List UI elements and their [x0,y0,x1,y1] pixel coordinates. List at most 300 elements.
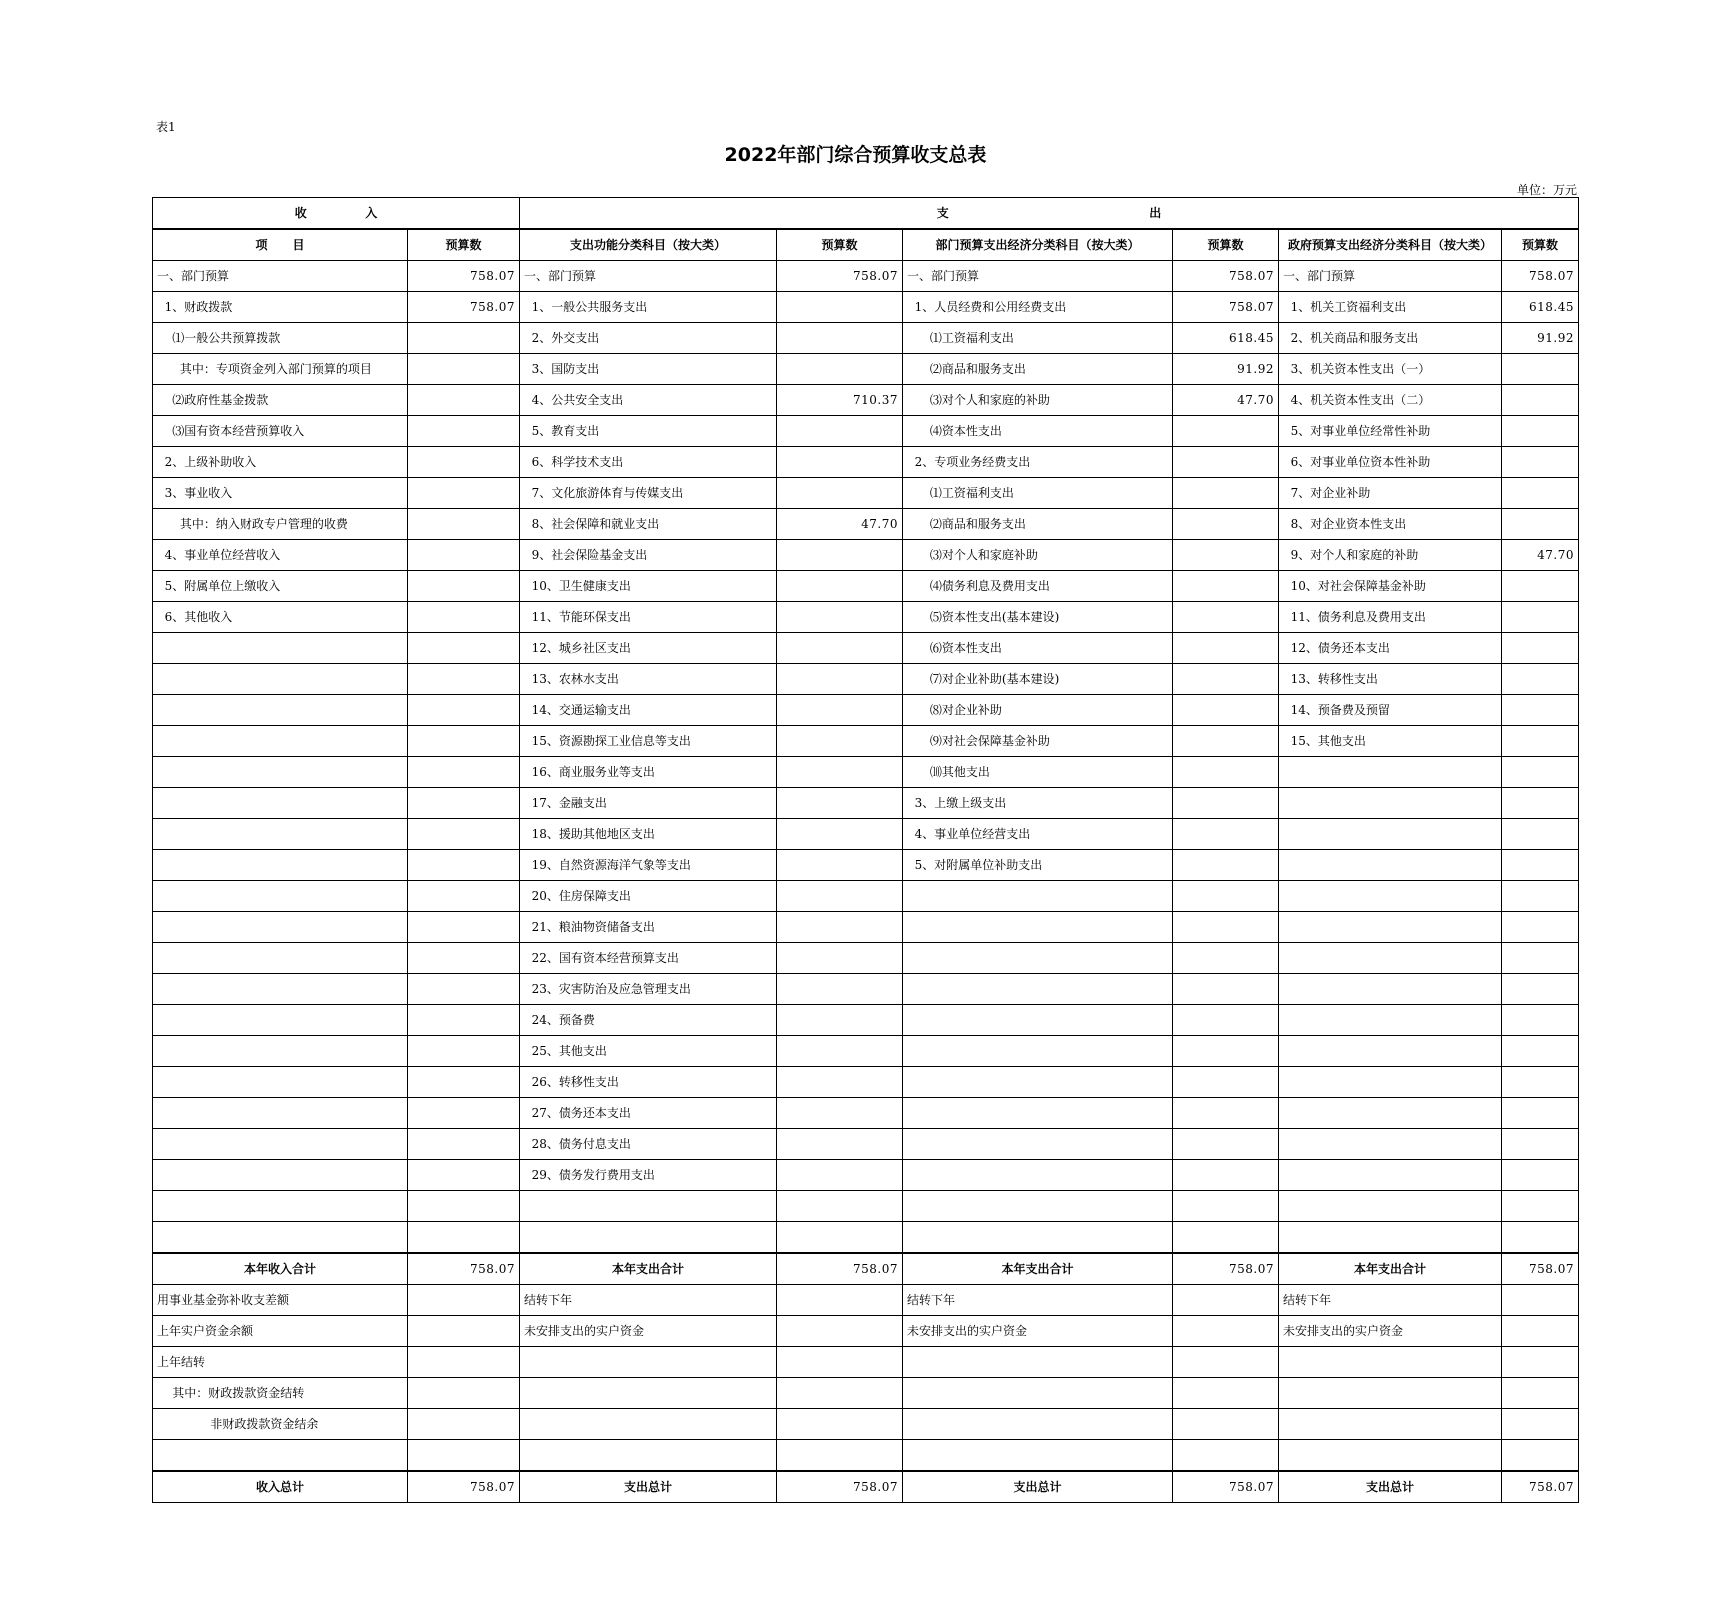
column-header: 预算数 [408,229,520,261]
budget-amount-cell [408,1347,520,1378]
item-label-cell [903,1098,1173,1129]
table-row [153,1036,1579,1067]
item-label-cell: 本年收入合计 [153,1253,408,1285]
table-row [153,1005,1579,1036]
budget-amount-cell [408,695,520,726]
item-label-cell: 13、农林水支出 [520,664,777,695]
item-label-cell [153,819,408,850]
budget-amount-cell [777,726,903,757]
budget-amount-cell [1502,354,1579,385]
budget-amount-cell [777,1098,903,1129]
budget-amount-cell [408,323,520,354]
item-label-cell [903,1005,1173,1036]
budget-amount-cell [408,726,520,757]
budget-amount-cell [777,323,903,354]
item-label-cell [1279,1129,1502,1160]
item-label-cell [1279,912,1502,943]
item-label-cell: 16、商业服务业等支出 [520,757,777,788]
budget-amount-cell: 758.07 [1502,261,1579,292]
budget-amount-cell [1173,571,1279,602]
budget-amount-cell [1173,1222,1279,1254]
budget-amount-cell [1173,1098,1279,1129]
item-label-cell [153,633,408,664]
item-label-cell: 4、事业单位经营收入 [153,540,408,571]
budget-amount-cell [1173,695,1279,726]
budget-amount-cell [1173,850,1279,881]
budget-amount-cell [408,757,520,788]
item-label-cell: 6、科学技术支出 [520,447,777,478]
budget-amount-cell [1502,385,1579,416]
table-row [153,354,1579,385]
budget-amount-cell: 47.70 [1502,540,1579,571]
budget-amount-cell [408,1036,520,1067]
budget-amount-cell [408,416,520,447]
budget-amount-cell [1173,1160,1279,1191]
item-label-cell: ⑶国有资本经营预算收入 [153,416,408,447]
item-label-cell [903,943,1173,974]
item-label-cell: 24、预备费 [520,1005,777,1036]
item-label-cell [153,1098,408,1129]
budget-amount-cell [1502,509,1579,540]
budget-amount-cell [1502,850,1579,881]
budget-amount-cell: 710.37 [777,385,903,416]
budget-amount-cell [1502,664,1579,695]
budget-amount-cell [1502,1191,1579,1222]
budget-amount-cell [1173,1316,1279,1347]
item-label-cell [153,1129,408,1160]
income-section-header: 收 入 [153,198,520,230]
item-label-cell [1279,1098,1502,1129]
table-row [153,1378,1579,1409]
item-label-cell [520,1191,777,1222]
budget-amount-cell [1173,726,1279,757]
item-label-cell: 6、其他收入 [153,602,408,633]
item-label-cell [1279,1440,1502,1472]
budget-amount-cell [777,292,903,323]
budget-amount-cell: 758.07 [1173,1471,1279,1503]
item-label-cell: 11、节能环保支出 [520,602,777,633]
budget-amount-cell [777,664,903,695]
table-row [153,323,1579,354]
budget-amount-cell [408,819,520,850]
item-label-cell: 其中：纳入财政专户管理的收费 [153,509,408,540]
item-label-cell: 4、机关资本性支出（二） [1279,385,1502,416]
budget-amount-cell [408,354,520,385]
budget-amount-cell [1173,540,1279,571]
table-row [153,1285,1579,1316]
budget-amount-cell: 758.07 [777,1471,903,1503]
item-label-cell: 28、债务付息支出 [520,1129,777,1160]
budget-amount-cell [777,850,903,881]
table-row [153,633,1579,664]
budget-amount-cell [777,447,903,478]
item-label-cell [520,1440,777,1472]
budget-amount-cell: 758.07 [1173,1253,1279,1285]
budget-amount-cell [1173,416,1279,447]
item-label-cell [1279,1378,1502,1409]
table-row [153,850,1579,881]
item-label-cell [1279,1222,1502,1254]
table-row [153,1160,1579,1191]
budget-amount-cell [408,540,520,571]
table-row [153,540,1579,571]
budget-amount-cell [1502,633,1579,664]
budget-amount-cell [1173,819,1279,850]
table-row [153,974,1579,1005]
budget-amount-cell: 758.07 [1502,1471,1579,1503]
item-label-cell [903,1347,1173,1378]
table-row [153,788,1579,819]
budget-amount-cell [777,633,903,664]
budget-amount-cell [1502,1285,1579,1316]
budget-amount-cell [1502,819,1579,850]
item-label-cell: 1、一般公共服务支出 [520,292,777,323]
budget-amount-cell [408,1098,520,1129]
item-label-cell: 4、事业单位经营支出 [903,819,1173,850]
item-label-cell: 上年结转 [153,1347,408,1378]
item-label-cell: 13、转移性支出 [1279,664,1502,695]
item-label-cell: 7、文化旅游体育与传媒支出 [520,478,777,509]
budget-amount-cell [1502,943,1579,974]
item-label-cell: ⑷资本性支出 [903,416,1173,447]
budget-amount-cell [1173,757,1279,788]
budget-amount-cell [777,974,903,1005]
budget-amount-cell [1173,633,1279,664]
budget-amount-cell [408,447,520,478]
item-label-cell: 1、机关工资福利支出 [1279,292,1502,323]
item-label-cell: 未安排支出的实户资金 [903,1316,1173,1347]
item-label-cell [520,1409,777,1440]
item-label-cell: 11、债务利息及费用支出 [1279,602,1502,633]
item-label-cell: 支出总计 [520,1471,777,1503]
budget-amount-cell [408,602,520,633]
budget-amount-cell [408,943,520,974]
item-label-cell [903,1129,1173,1160]
budget-amount-cell [408,1160,520,1191]
budget-amount-cell [1173,509,1279,540]
item-label-cell: 5、教育支出 [520,416,777,447]
budget-amount-cell [1173,1191,1279,1222]
budget-amount-cell [1502,726,1579,757]
item-label-cell: 结转下年 [903,1285,1173,1316]
section-header-row [153,198,1579,230]
item-label-cell: 9、对个人和家庭的补助 [1279,540,1502,571]
budget-amount-cell: 758.07 [408,1471,520,1503]
budget-amount-cell [777,1005,903,1036]
table-row [153,1067,1579,1098]
budget-amount-cell: 758.07 [408,292,520,323]
budget-amount-cell [1502,1036,1579,1067]
budget-amount-cell: 47.70 [1173,385,1279,416]
budget-amount-cell [1502,757,1579,788]
item-label-cell: 8、社会保障和就业支出 [520,509,777,540]
item-label-cell: 9、社会保险基金支出 [520,540,777,571]
table-row [153,416,1579,447]
item-label-cell: 25、其他支出 [520,1036,777,1067]
item-label-cell: 23、灾害防治及应急管理支出 [520,974,777,1005]
item-label-cell [153,726,408,757]
table-row [153,1409,1579,1440]
table-row [153,1191,1579,1222]
budget-amount-cell [777,943,903,974]
budget-amount-cell [1173,788,1279,819]
item-label-cell: 12、城乡社区支出 [520,633,777,664]
budget-amount-cell [777,1222,903,1254]
budget-amount-cell [777,881,903,912]
item-label-cell: 12、债务还本支出 [1279,633,1502,664]
item-label-cell [153,1067,408,1098]
item-label-cell: 2、外交支出 [520,323,777,354]
budget-amount-cell [1502,1067,1579,1098]
item-label-cell: 15、资源勘探工业信息等支出 [520,726,777,757]
column-header: 预算数 [1502,229,1579,261]
item-label-cell: ⑹资本性支出 [903,633,1173,664]
item-label-cell [1279,1347,1502,1378]
item-label-cell [903,974,1173,1005]
item-label-cell [1279,850,1502,881]
budget-amount-cell [1502,1316,1579,1347]
item-label-cell [903,1067,1173,1098]
budget-amount-cell: 758.07 [777,261,903,292]
table-row [153,1098,1579,1129]
column-header: 部门预算支出经济分类科目（按大类） [903,229,1173,261]
item-label-cell [1279,1409,1502,1440]
item-label-cell [1279,1036,1502,1067]
budget-table [152,197,1579,1503]
budget-amount-cell [408,478,520,509]
budget-amount-cell [1502,881,1579,912]
budget-amount-cell [1173,1005,1279,1036]
budget-amount-cell [1173,447,1279,478]
item-label-cell: 10、卫生健康支出 [520,571,777,602]
budget-amount-cell [1502,478,1579,509]
item-label-cell: 2、专项业务经费支出 [903,447,1173,478]
table-row [153,1440,1579,1472]
item-label-cell: 8、对企业资本性支出 [1279,509,1502,540]
budget-amount-cell [777,819,903,850]
item-label-cell: 15、其他支出 [1279,726,1502,757]
item-label-cell: 一、部门预算 [520,261,777,292]
item-label-cell: 2、上级补助收入 [153,447,408,478]
item-label-cell: 未安排支出的实户资金 [520,1316,777,1347]
item-label-cell [1279,974,1502,1005]
table-row [153,695,1579,726]
item-label-cell: 支出总计 [903,1471,1173,1503]
budget-amount-cell [777,540,903,571]
subtotal-row [153,1253,1579,1285]
item-label-cell [153,881,408,912]
budget-amount-cell [777,1191,903,1222]
item-label-cell: 本年支出合计 [1279,1253,1502,1285]
item-label-cell: 1、财政拨款 [153,292,408,323]
budget-amount-cell [408,1285,520,1316]
budget-amount-cell [777,478,903,509]
item-label-cell [1279,757,1502,788]
item-label-cell: 5、对附属单位补助支出 [903,850,1173,881]
item-label-cell: 21、粮油物资储备支出 [520,912,777,943]
budget-amount-cell: 618.45 [1173,323,1279,354]
budget-amount-cell [1173,478,1279,509]
item-label-cell: 6、对事业单位资本性补助 [1279,447,1502,478]
item-label-cell [1279,1160,1502,1191]
item-label-cell [903,912,1173,943]
budget-amount-cell [777,912,903,943]
item-label-cell: 3、上缴上级支出 [903,788,1173,819]
budget-amount-cell [408,1378,520,1409]
item-label-cell: 5、对事业单位经常性补助 [1279,416,1502,447]
budget-amount-cell [1502,416,1579,447]
budget-amount-cell [408,1067,520,1098]
table-row [153,819,1579,850]
item-label-cell [903,1160,1173,1191]
table-row [153,292,1579,323]
item-label-cell: 一、部门预算 [903,261,1173,292]
budget-amount-cell [777,1316,903,1347]
budget-amount-cell: 758.07 [1502,1253,1579,1285]
item-label-cell: 7、对企业补助 [1279,478,1502,509]
budget-amount-cell [1173,1347,1279,1378]
budget-amount-cell [777,1036,903,1067]
budget-amount-cell [1502,447,1579,478]
item-label-cell: 4、公共安全支出 [520,385,777,416]
budget-amount-cell [1502,1409,1579,1440]
item-label-cell: 上年实户资金余额 [153,1316,408,1347]
budget-amount-cell [1502,1160,1579,1191]
budget-amount-cell [408,1129,520,1160]
budget-amount-cell [777,1160,903,1191]
item-label-cell: 5、附属单位上缴收入 [153,571,408,602]
budget-amount-cell [777,757,903,788]
budget-amount-cell [408,509,520,540]
budget-amount-cell [1502,1129,1579,1160]
table-row [153,1129,1579,1160]
budget-amount-cell [408,850,520,881]
table-row [153,1316,1579,1347]
item-label-cell [1279,1067,1502,1098]
budget-amount-cell [777,354,903,385]
item-label-cell [153,943,408,974]
table-row [153,509,1579,540]
table-row [153,757,1579,788]
item-label-cell [1279,819,1502,850]
item-label-cell: 其中：专项资金列入部门预算的项目 [153,354,408,385]
table-row [153,447,1579,478]
budget-amount-cell [1173,1378,1279,1409]
budget-amount-cell [1173,1285,1279,1316]
budget-amount-cell: 758.07 [1173,292,1279,323]
item-label-cell: 2、机关商品和服务支出 [1279,323,1502,354]
budget-amount-cell [1173,943,1279,974]
item-label-cell: 14、交通运输支出 [520,695,777,726]
budget-amount-cell [1502,602,1579,633]
item-label-cell [1279,881,1502,912]
item-label-cell: 3、事业收入 [153,478,408,509]
table-body [153,198,1579,1503]
item-label-cell: ⑵商品和服务支出 [903,354,1173,385]
budget-amount-cell [1173,912,1279,943]
table-row [153,881,1579,912]
item-label-cell: ⑸资本性支出(基本建设) [903,602,1173,633]
item-label-cell [1279,943,1502,974]
item-label-cell [153,788,408,819]
budget-amount-cell [408,1316,520,1347]
item-label-cell [903,1222,1173,1254]
table-row [153,385,1579,416]
budget-amount-cell: 91.92 [1173,354,1279,385]
budget-amount-cell: 758.07 [408,1253,520,1285]
item-label-cell: 其中：财政拨款资金结转 [153,1378,408,1409]
table-row [153,1222,1579,1254]
table-row [153,1347,1579,1378]
item-label-cell: 收入总计 [153,1471,408,1503]
table-row [153,726,1579,757]
budget-amount-cell [1502,1378,1579,1409]
budget-amount-cell [1173,602,1279,633]
budget-amount-cell [1502,1347,1579,1378]
budget-amount-cell [1502,571,1579,602]
budget-amount-cell [1173,974,1279,1005]
item-label-cell [903,1036,1173,1067]
budget-amount-cell [408,1005,520,1036]
item-label-cell: 结转下年 [1279,1285,1502,1316]
item-label-cell [903,1409,1173,1440]
budget-amount-cell [1502,1005,1579,1036]
budget-amount-cell [1173,1409,1279,1440]
item-label-cell: 17、金融支出 [520,788,777,819]
budget-amount-cell [777,1440,903,1472]
item-label-cell: 一、部门预算 [1279,261,1502,292]
budget-amount-cell [408,633,520,664]
item-label-cell: ⑼对社会保障基金补助 [903,726,1173,757]
item-label-cell: ⑵政府性基金拨款 [153,385,408,416]
item-label-cell [1279,788,1502,819]
item-label-cell [153,1191,408,1222]
budget-amount-cell: 758.07 [777,1253,903,1285]
budget-amount-cell [777,416,903,447]
table-row [153,943,1579,974]
item-label-cell [153,1160,408,1191]
budget-amount-cell [408,664,520,695]
item-label-cell: 一、部门预算 [153,261,408,292]
item-label-cell: ⑶对个人和家庭的补助 [903,385,1173,416]
column-header: 预算数 [1173,229,1279,261]
item-label-cell: ⑷债务利息及费用支出 [903,571,1173,602]
item-label-cell: ⑴工资福利支出 [903,478,1173,509]
item-label-cell: 支出总计 [1279,1471,1502,1503]
item-label-cell: 用事业基金弥补收支差额 [153,1285,408,1316]
budget-amount-cell [777,571,903,602]
item-label-cell [1279,1191,1502,1222]
budget-amount-cell [408,788,520,819]
table-row [153,261,1579,292]
item-label-cell: 29、债务发行费用支出 [520,1160,777,1191]
item-label-cell [903,1191,1173,1222]
budget-amount-cell: 47.70 [777,509,903,540]
table-number: 表1 [156,120,176,134]
item-label-cell: 非财政拨款资金结余 [153,1409,408,1440]
item-label-cell: 3、机关资本性支出（一） [1279,354,1502,385]
budget-amount-cell [777,1409,903,1440]
item-label-cell: 14、预备费及预留 [1279,695,1502,726]
budget-amount-cell [1173,1067,1279,1098]
item-label-cell: ⑴工资福利支出 [903,323,1173,354]
total-row [153,1471,1579,1503]
budget-amount-cell [408,1222,520,1254]
item-label-cell [153,1440,408,1472]
item-label-cell [153,664,408,695]
budget-amount-cell [408,881,520,912]
item-label-cell [153,912,408,943]
